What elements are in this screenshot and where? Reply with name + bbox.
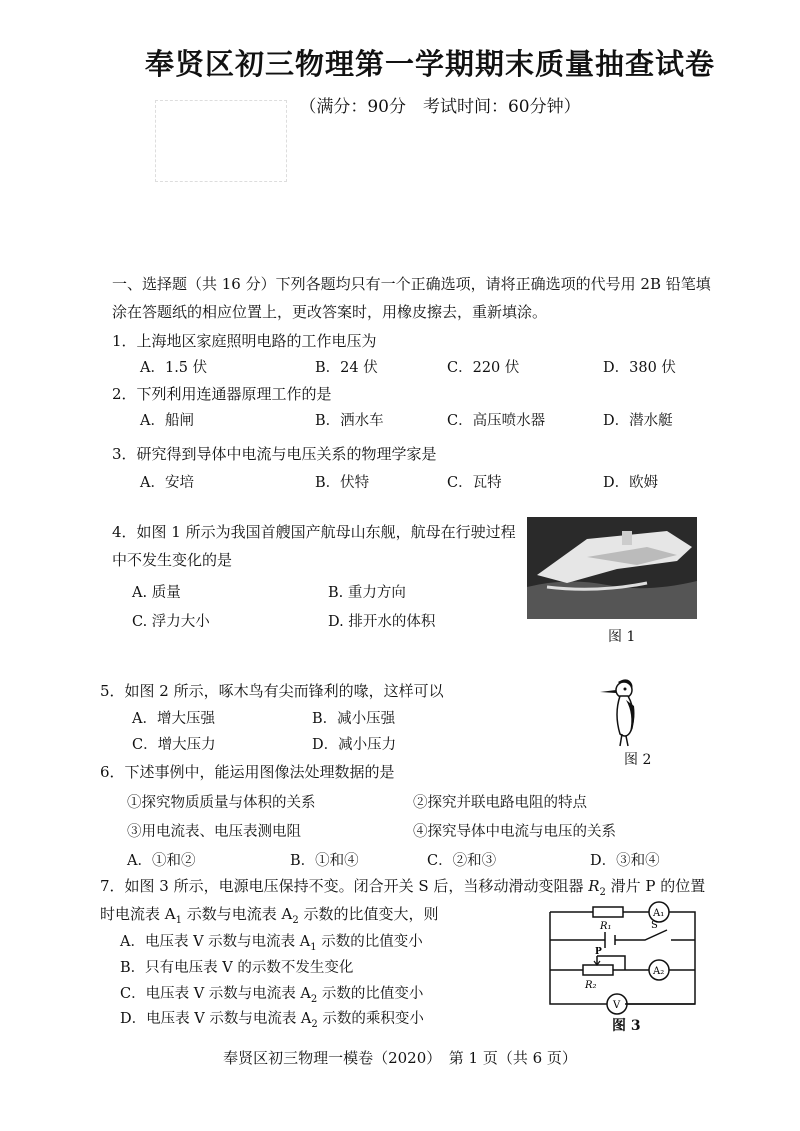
q7-option-b: B．只有电压表 V 的示数不发生变化 xyxy=(120,960,354,976)
question-6-stem: 6．下述事例中，能运用图像法处理数据的是 xyxy=(100,763,395,781)
q5-option-b: B．减小压强 xyxy=(312,711,396,727)
q4-option-a: A. 质量 xyxy=(132,585,181,601)
label-a2: A₂ xyxy=(653,966,665,977)
q5-option-c: C．增大压力 xyxy=(132,737,216,753)
q6-item-3: ③用电流表、电压表测电阻 xyxy=(127,824,301,840)
aircraft-carrier-photo xyxy=(527,517,697,619)
label-s: S xyxy=(651,920,658,931)
exam-info: （满分：90分 考试时间：60分钟） xyxy=(299,97,581,117)
page-title: 奉贤区初三物理第一学期期末质量抽查试卷 xyxy=(144,47,715,81)
circuit-diagram xyxy=(545,900,705,1015)
q1-option-b: B．24 伏 xyxy=(315,360,378,376)
q6-option-a: A．①和② xyxy=(127,853,196,869)
question-7-stem-line2: 时电流表 $A_1$ 示数与电流表 $A_2$ 示数的比值变大，则 xyxy=(100,905,439,926)
q4-option-d: D. 排开水的体积 xyxy=(328,614,436,630)
question-2-stem: 2．下列利用连通器原理工作的是 xyxy=(112,385,332,403)
label-a1: A₁ xyxy=(653,908,665,919)
section-intro-line2: 涂在答题纸的相应位置上，更改答案时，用橡皮擦去，重新填涂。 xyxy=(112,303,548,321)
question-1-stem: 1．上海地区家庭照明电路的工作电压为 xyxy=(112,332,377,350)
q6-option-b: B．①和④ xyxy=(290,853,359,869)
section-intro-line1: 一、选择题（共 16 分）下列各题均只有一个正确选项，请将正确选项的代号用 2B 铅笔填 xyxy=(112,275,711,293)
q2-option-d: D．潜水艇 xyxy=(603,413,673,429)
label-r1: R₁ xyxy=(600,921,612,932)
question-7-stem-line1: 7．如图 3 所示，电源电压保持不变。闭合开关 S 后，当移动滑动变阻器 $R_2$ 滑片 P 的位置 xyxy=(100,877,706,898)
q3-option-b: B．伏特 xyxy=(315,475,370,491)
figure-2-caption: 图 2 xyxy=(624,752,652,768)
label-p: P xyxy=(595,947,602,957)
woodpecker-figure xyxy=(598,674,648,749)
label-v: V xyxy=(613,1000,621,1011)
q6-option-c: C．②和③ xyxy=(427,853,497,869)
question-4-stem-line2: 中不发生变化的是 xyxy=(112,551,233,569)
q7-option-d: D．电压表 V 示数与电流表 $A_2$ 示数的乘积变小 xyxy=(120,1011,424,1030)
q6-item-2: ②探究并联电路电阻的特点 xyxy=(413,795,587,811)
woodpecker-illustration xyxy=(598,674,648,749)
q6-item-4: ④探究导体中电流与电压的关系 xyxy=(413,824,616,840)
q1-option-c: C．220 伏 xyxy=(447,360,520,376)
aircraft-carrier-illustration xyxy=(527,517,697,619)
resistor-r1 xyxy=(593,907,623,917)
q6-item-1: ①探究物质质量与体积的关系 xyxy=(127,795,316,811)
page-footer: 奉贤区初三物理一模卷（2020） 第 1 页（共 6 页） xyxy=(223,1049,577,1067)
circuit-svg xyxy=(545,900,705,1015)
q3-option-c: C．瓦特 xyxy=(447,475,502,491)
q3-option-a: A．安培 xyxy=(140,475,194,491)
q4-option-b: B. 重力方向 xyxy=(328,585,406,601)
q5-option-a: A．增大压强 xyxy=(132,711,215,727)
label-r2: R₂ xyxy=(585,980,597,991)
question-3-stem: 3．研究得到导体中电流与电压关系的物理学家是 xyxy=(112,445,437,463)
q7-option-a: A．电压表 V 示数与电流表 $A_1$ 示数的比值变小 xyxy=(120,934,423,953)
resistor-r2 xyxy=(583,965,613,975)
q3-option-d: D．欧姆 xyxy=(603,475,659,491)
q1-option-d: D．380 伏 xyxy=(603,360,676,376)
q4-option-c: C. 浮力大小 xyxy=(132,614,210,630)
q2-option-a: A．船闸 xyxy=(140,413,194,429)
q1-option-a: A．1.5 伏 xyxy=(140,360,208,376)
q7-option-c: C．电压表 V 示数与电流表 $A_2$ 示数的比值变小 xyxy=(120,986,424,1005)
q5-option-d: D．减小压力 xyxy=(312,737,397,753)
figure-3-caption: 图 3 xyxy=(612,1018,641,1034)
question-5-stem: 5．如图 2 所示，啄木鸟有尖而锋利的喙，这样可以 xyxy=(100,682,444,700)
q2-option-b: B．洒水车 xyxy=(315,413,384,429)
question-4-stem-line1: 4．如图 1 所示为我国首艘国产航母山东舰，航母在行驶过程 xyxy=(112,523,516,541)
q6-option-d: D．③和④ xyxy=(590,853,660,869)
figure-1-caption: 图 1 xyxy=(608,629,636,645)
q2-option-c: C．高压喷水器 xyxy=(447,413,546,429)
